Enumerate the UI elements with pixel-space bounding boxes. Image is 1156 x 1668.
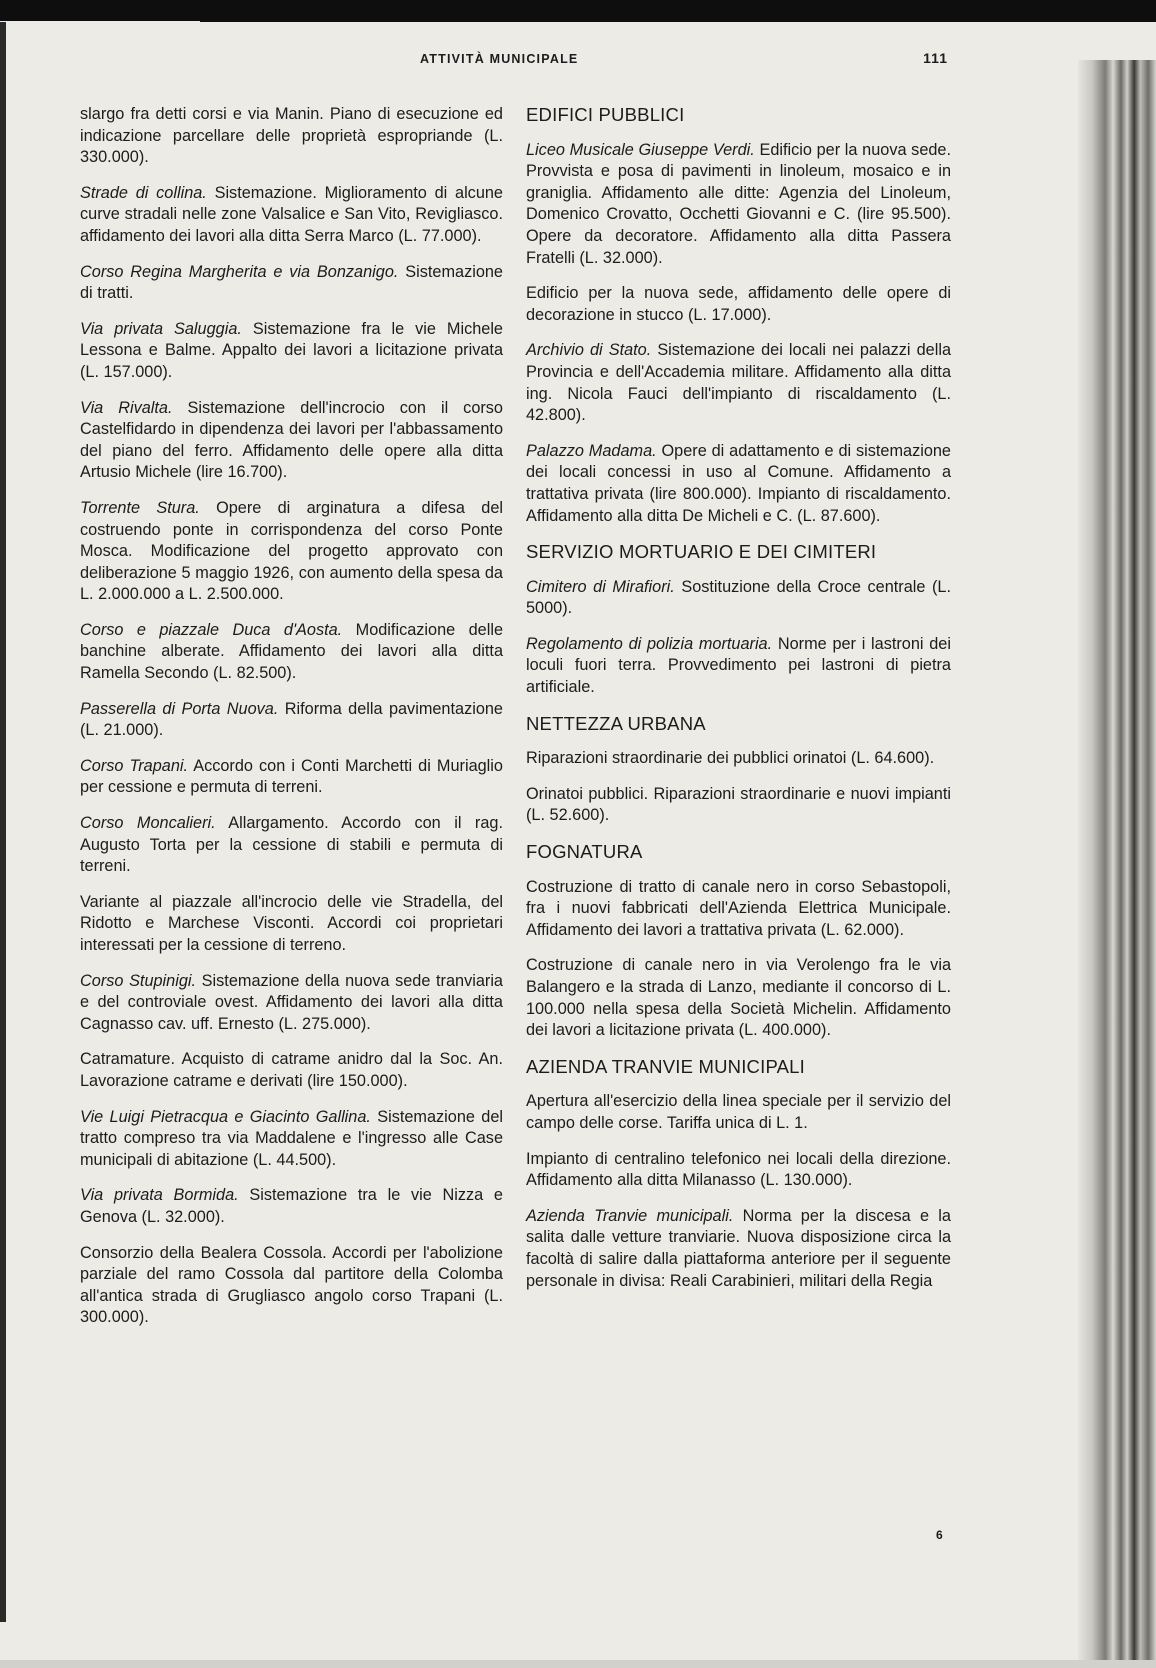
entry xyxy=(526,340,951,426)
entry-title: Azienda Tranvie municipali. xyxy=(526,1206,734,1225)
entry xyxy=(526,441,951,527)
entry-title: Via privata Bormida. xyxy=(80,1186,239,1205)
running-header xyxy=(80,50,950,74)
entry xyxy=(80,104,503,169)
entry-title: Corso e piazzale Duca d'Aosta. xyxy=(80,620,343,639)
entry-text: slargo fra detti corsi e via Manin. Piano di esecuzione ed indicazione parcellare delle proprietà espropriande (L. 330.000). xyxy=(80,105,503,167)
entry-text: Allargamento. Accordo con il rag. Augusto Torta per la cessione di stabili e permuta di terreni. xyxy=(80,814,503,876)
entry-text: Opere di adattamento e di sistemazione dei locali concessi in uso al Comune. Affidamento a trattativa privata (lire 800.000). Impianto di riscaldamento. Affidamento alla ditta De Micheli e C. (L. 87.600). xyxy=(526,441,951,525)
entry-text: Variante al piazzale all'incrocio delle vie Stradella, del Ridotto e Marchese Visconti. Accordi coi proprietari interessati per la cessione di terreno. xyxy=(80,892,503,954)
entry xyxy=(80,398,503,484)
entry-title: Passerella di Porta Nuova. xyxy=(80,699,279,718)
entry-text: Norme per i lastroni dei loculi fuori terra. Provvedimento pei lastroni di pietra artificiale. xyxy=(526,634,951,697)
entry-text: Riparazioni straordinarie dei pubblici orinatoi (L. 64.600). xyxy=(526,749,935,768)
entry-title: Corso Trapani. xyxy=(80,756,189,775)
entry xyxy=(80,699,503,742)
entry-text: Opere di arginatura a difesa del costruendo ponte in corrispondenza del corso Ponte Mosca. Modificazione del progetto approvato con deliberazione 5 maggio 1926, con aumento della spesa da L. 2.000.000 a L. 2.500.000. xyxy=(80,498,504,604)
sheet-marker: 6 xyxy=(936,1528,943,1542)
entry-text: Sistemazione di tratti. xyxy=(80,262,503,303)
entry xyxy=(526,1091,951,1134)
entry xyxy=(526,1206,951,1292)
entry-text: Impianto di centralino telefonico nei locali della direzione. Affidamento alla ditta Milanasso (L. 130.000). xyxy=(526,1149,951,1190)
entry-text: Riforma della pavimentazione (L. 21.000). xyxy=(80,699,503,740)
entry xyxy=(80,620,503,685)
entry xyxy=(80,1049,503,1092)
entry-text: Sistemazione della nuova sede tranviaria e del controviale ovest. Affidamento dei lavori alla ditta Cagnasso cav. uff. Ernesto (L. 275.000). xyxy=(80,971,503,1033)
section-heading: AZIENDA TRANVIE MUNICIPALI xyxy=(526,1055,805,1077)
section-heading: EDIFICI PUBBLICI xyxy=(526,104,685,125)
entry-text: Accordo con i Conti Marchetti di Muriaglio per cessione e permuta di terreni. xyxy=(80,756,503,797)
entry-title: Cimitero di Mirafiori. xyxy=(526,577,675,596)
entry-text: Apertura all'esercizio della linea speciale per il servizio del campo delle corse. Tariffa unica di L. 1. xyxy=(526,1092,951,1132)
section-heading: FOGNATURA xyxy=(526,841,643,863)
entry-title: Archivio di Stato. xyxy=(526,341,652,360)
entry xyxy=(80,971,503,1036)
entry-text: Orinatoi pubblici. Riparazioni straordinarie e nuovi impianti (L. 52.600). xyxy=(526,784,951,825)
entry xyxy=(80,262,503,305)
entry xyxy=(526,634,951,699)
entry-text: Sistemazione tra le vie Nizza e Genova (L. 32.000). xyxy=(80,1186,503,1226)
entry-text: Norma per la discesa e la salita dalle vetture tranviarie. Nuova disposizione circa la facoltà di salire dalla piattaforma anteriore per il seguente personale in divisa: Reali Carabinieri, militari della Regia xyxy=(526,1206,951,1290)
entry-title: Palazzo Madama. xyxy=(526,441,657,460)
entry xyxy=(80,1107,503,1172)
section-heading: NETTEZZA URBANA xyxy=(526,712,706,734)
entry xyxy=(80,813,503,878)
entry xyxy=(80,1185,503,1228)
entry xyxy=(526,955,951,1041)
entry-text: Costruzione di tratto di canale nero in corso Sebastopoli, fra i nuovi fabbricati dell'Azienda Elettrica Municipale. Affidamento dei lavori a trattativa privata (L. 62.000). xyxy=(526,877,951,939)
entry xyxy=(80,498,503,606)
entry-title: Vie Luigi Pietracqua e Giacinto Gallina. xyxy=(80,1107,371,1126)
entry-title: Corso Regina Margherita e via Bonzanigo. xyxy=(80,262,399,281)
entry-title: Regolamento di polizia mortuaria. xyxy=(526,634,773,653)
entry xyxy=(80,1243,503,1329)
entry-text: Modificazione delle banchine alberate. Affidamento dei lavori alla ditta Ramella Secondo (L. 82.500). xyxy=(80,620,503,683)
entry xyxy=(526,1149,951,1192)
entry-text: Sistemazione dell'incrocio con il corso Castelfidardo in dipendenza dei lavori per l'abbassamento del piano del ferro. Affidamento delle opere alla ditta Artusio Michele (lire 16.700). xyxy=(80,398,503,482)
entry-text: Edificio per la nuova sede, affidamento delle opere di decorazione in stucco (L. 17.000). xyxy=(526,284,951,324)
page-number: 111 xyxy=(923,50,948,66)
running-title: ATTIVITÀ MUNICIPALE xyxy=(420,52,579,66)
entry-text: Sistemazione. Miglioramento di alcune curve stradali nelle zone Valsalice e San Vito, Revigliasco. affidamento dei lavori alla ditta Serra Marco (L. 77.000). xyxy=(80,183,503,245)
scan-left-edge xyxy=(0,22,6,1622)
section-heading: SERVIZIO MORTUARIO E DEI CIMITERI xyxy=(526,541,877,563)
entry xyxy=(80,892,503,957)
entry xyxy=(526,283,951,326)
entry-text: Sostituzione della Croce centrale (L. 5000). xyxy=(526,577,951,618)
entry-title: Torrente Stura. xyxy=(80,498,200,517)
entry-title: Corso Moncalieri. xyxy=(80,814,216,833)
entry-title: Via Rivalta. xyxy=(80,398,173,417)
entry xyxy=(80,756,503,799)
entry xyxy=(80,183,503,248)
entry-text: Sistemazione fra le vie Michele Lessona e Balme. Appalto dei lavori a licitazione privata (L. 157.000). xyxy=(80,319,503,381)
entry-text: Sistemazione dei locali nei palazzi della Provincia e dell'Accademia militare. Affidamento alla ditta ing. Nicola Fauci dell'impianto di riscaldamento (L. 42.800). xyxy=(526,341,951,425)
entry xyxy=(526,784,951,827)
entry-text: Sistemazione del tratto compreso tra via Maddalene e l'ingresso alle Case municipali di abitazione (L. 44.500). xyxy=(80,1107,503,1169)
entry-text: Edificio per la nuova sede. Provvista e posa di pavimenti in linoleum, mosaico e in graniglia. Affidamento alle ditte: Agenzia del Linoleum, Domenico Crovatto, Occhetti Giovanni e C. (lire 95.500). Opere da decoratore. Affidamento alla ditta Passera Fratelli (L. 32.000). xyxy=(526,140,952,267)
right-column xyxy=(526,104,951,1292)
entry-title: Liceo Musicale Giuseppe Verdi. xyxy=(526,140,755,159)
entry xyxy=(80,319,503,384)
entry-title: Strade di collina. xyxy=(80,183,207,202)
entry-text: Catramature. Acquisto di catrame anidro dal la Soc. An. Lavorazione catrame e derivati (lire 150.000). xyxy=(80,1050,503,1090)
entry xyxy=(526,748,951,770)
left-column xyxy=(80,104,503,1329)
entry-title: Corso Stupinigi. xyxy=(80,971,197,990)
entry-title: Via privata Saluggia. xyxy=(80,319,242,338)
entry-text: Costruzione di canale nero in via Verolengo fra le via Balangero e la strada di Lanzo, mediante il concorso di L. 100.000 nella spesa della Società Michelin. Affidamento dei lavori a licitazione privata (L. 400.000). xyxy=(526,956,951,1040)
scan-bottom-edge xyxy=(0,1660,1156,1668)
page-curl-shadow xyxy=(1078,60,1156,1668)
entry xyxy=(526,140,951,270)
scan-top-edge xyxy=(0,0,1156,22)
entry xyxy=(526,877,951,942)
entry-text: Consorzio della Bealera Cossola. Accordi per l'abolizione parziale del ramo Cossola dal partitore della Colomba all'antica strada di Grugliasco angolo corso Trapani (L. 300.000). xyxy=(80,1243,503,1327)
entry xyxy=(526,577,951,620)
